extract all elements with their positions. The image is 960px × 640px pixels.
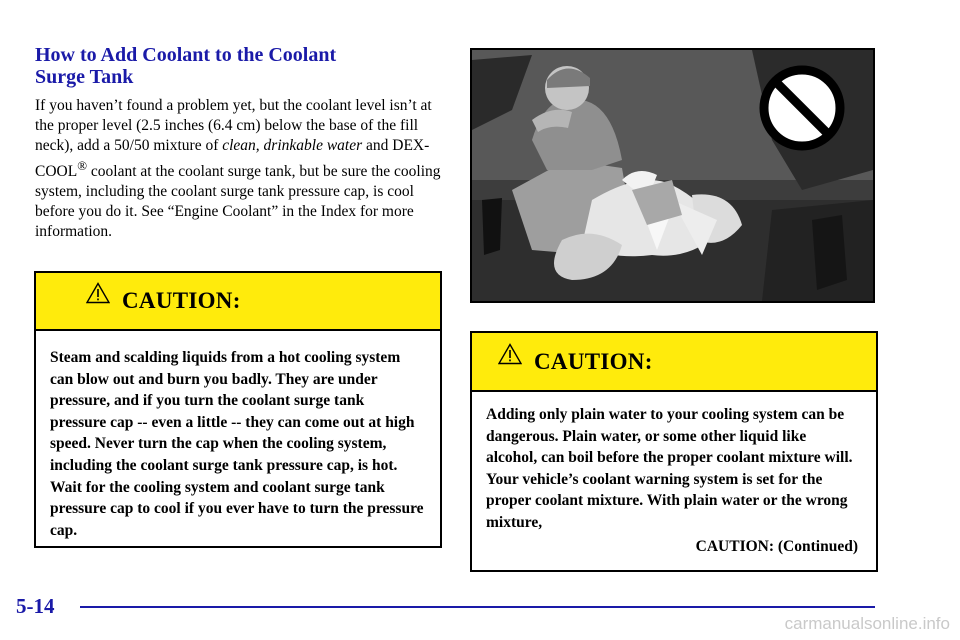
intro-emphasis: clean, drinkable water (222, 137, 363, 154)
caution-header (472, 333, 876, 392)
caution-title: CAUTION: (122, 288, 241, 313)
caution-continued-label: CAUTION: (Continued) (695, 538, 858, 555)
intro-text-part-1: If you haven’t found a problem yet, but the coolant level isn’t at the proper level (2.5 inches (6.4 cm) below the base of the fill neck), add a 50/50 mixture of (35, 97, 432, 154)
steam-burn-illustration (470, 48, 875, 303)
caution-title: CAUTION: (534, 348, 653, 374)
intro-text-part-3: coolant at the coolant surge tank, but be sure the cooling system, including the coolant surge tank pressure cap, is cool before you do it. See “Engine Coolant” in the Index for more information. (35, 163, 441, 241)
caution-box-steam (34, 271, 442, 548)
site-watermark: carmanualsonline.info (784, 614, 950, 633)
prohibited-sign-icon (764, 70, 840, 146)
caution-text: Steam and scalding liquids from a hot cooling system can blow out and burn you badly. They are under pressure, and if you turn the coolant surge tank pressure cap -- even a little -- they can come out at high speed. Never turn the cap when the cooling system, including the coolant surge tank pressure cap, is hot. Wait for the cooling system and coolant surge tank pressure cap to cool if you ever have to turn the pressure cap. (50, 349, 424, 539)
registered-mark: ® (77, 158, 88, 173)
section-heading-line-1: How to Add Coolant to the Coolant (35, 44, 337, 66)
warning-triangle-icon (86, 282, 110, 304)
intro-paragraph (35, 96, 445, 242)
intro-text-part-2: and DEX-COOL (35, 137, 430, 181)
caution-text: Adding only plain water to your cooling system can be dangerous. Plain water, or some other liquid like alcohol, can boil before the proper coolant mixture will. Your vehicle’s coolant warning system is set for the proper coolant mixture. With plain water or the wrong mixture, (486, 406, 853, 531)
caution-box-plain-water (470, 331, 878, 572)
warning-triangle-icon (498, 343, 522, 365)
section-heading-line-2: Surge Tank (35, 66, 134, 88)
caution-header (36, 273, 440, 331)
footer-rule (80, 606, 875, 608)
section-heading (35, 44, 435, 88)
page-number: 5-14 (16, 594, 55, 618)
